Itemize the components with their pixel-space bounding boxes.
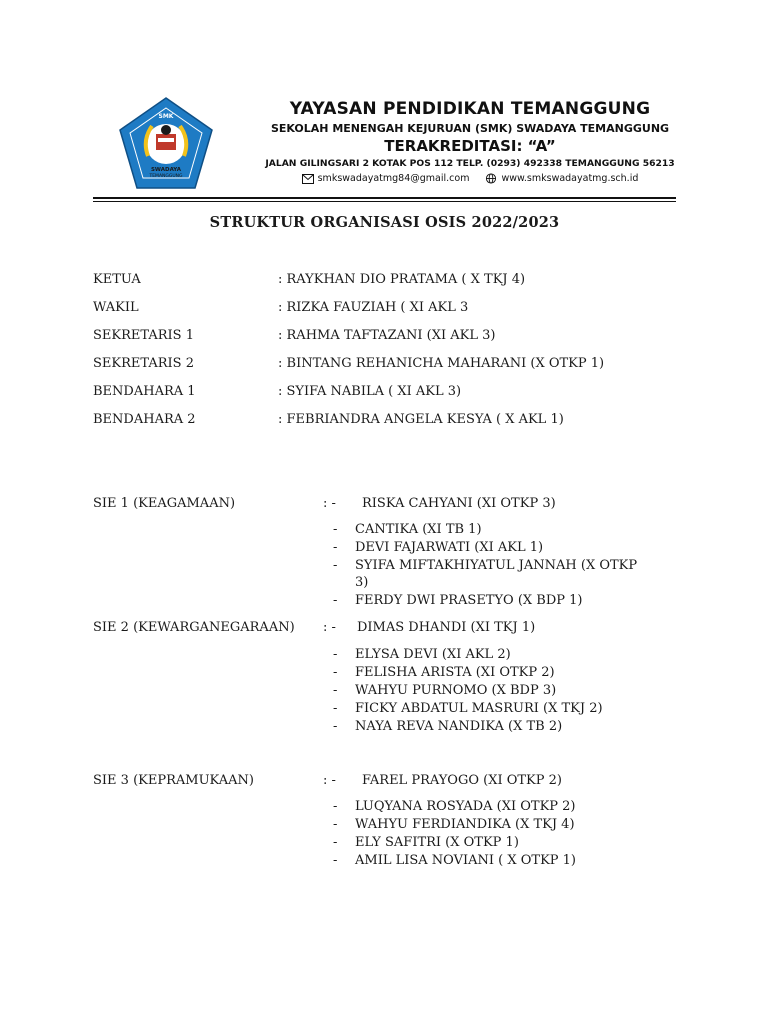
accreditation: TERAKREDITASI: “A”	[384, 137, 556, 155]
officer-role: SEKRETARIS 2	[93, 356, 194, 371]
logo-text: SMK	[158, 113, 174, 120]
officer-name: : RAHMA TAFTAZANI (XI AKL 3)	[278, 328, 496, 343]
document-title: STRUKTUR ORGANISASI OSIS 2022/2023	[209, 214, 560, 231]
email[interactable]: smkswadayatmg84@gmail.com	[317, 173, 470, 184]
sie-member: NAYA REVA NANDIKA (X TB 2)	[355, 719, 563, 734]
sie-member: LUQYANA ROSYADA (XI OTKP 2)	[355, 799, 576, 814]
sie-separator: : -	[323, 773, 336, 788]
school-logo	[118, 96, 214, 190]
sie-member: ELYSA DEVI (XI AKL 2)	[355, 647, 511, 662]
header-rule-thin	[93, 201, 676, 202]
sie-member: SYIFA MIFTAKHIYATUL JANNAH (X OTKP	[355, 558, 638, 573]
officer-role: KETUA	[93, 272, 141, 287]
list-dash: -	[333, 817, 338, 832]
sie-member-continuation: 3)	[355, 575, 369, 590]
officer-name: : SYIFA NABILA ( XI AKL 3)	[278, 384, 462, 399]
sie-coordinator: RISKA CAHYANI (XI OTKP 3)	[362, 496, 556, 511]
sie-member: AMIL LISA NOVIANI ( X OTKP 1)	[355, 853, 577, 868]
school-name: SEKOLAH MENENGAH KEJURUAN (SMK) SWADAYA TEMANGGUNG	[270, 122, 670, 135]
list-dash: -	[333, 558, 338, 573]
sie-member: CANTIKA (XI TB 1)	[355, 522, 482, 537]
sie-label: SIE 1 (KEAGAMAAN)	[93, 496, 236, 511]
list-dash: -	[333, 540, 338, 555]
officer-role: BENDAHARA 1	[93, 384, 196, 399]
officer-name: : RAYKHAN DIO PRATAMA ( X TKJ 4)	[278, 272, 526, 287]
sie-member: WAHYU FERDIANDIKA (X TKJ 4)	[355, 817, 575, 832]
sie-member: DEVI FAJARWATI (XI AKL 1)	[355, 540, 544, 555]
mail-icon	[302, 174, 314, 184]
officer-role: BENDAHARA 2	[93, 412, 196, 427]
logo-caption-1: SWADAYA	[150, 167, 182, 173]
list-dash: -	[333, 593, 338, 608]
org-name: YAYASAN PENDIDIKAN TEMANGGUNG	[289, 99, 651, 119]
logo-caption-2: TEMANGGUNG	[149, 174, 183, 179]
list-dash: -	[333, 683, 338, 698]
sie-separator: : -	[323, 620, 336, 635]
list-dash: -	[333, 835, 338, 850]
header-rule-thick	[93, 197, 676, 199]
sie-member: ELY SAFITRI (X OTKP 1)	[355, 835, 519, 850]
sie-member: WAHYU PURNOMO (X BDP 3)	[355, 683, 557, 698]
list-dash: -	[333, 719, 338, 734]
list-dash: -	[333, 647, 338, 662]
sie-member: FERDY DWI PRASETYO (X BDP 1)	[355, 593, 583, 608]
list-dash: -	[333, 799, 338, 814]
list-dash: -	[333, 853, 338, 868]
sie-coordinator: DIMAS DHANDI (XI TKJ 1)	[357, 620, 536, 635]
sie-member: FELISHA ARISTA (XI OTKP 2)	[355, 665, 555, 680]
officer-role: WAKIL	[93, 300, 139, 315]
website[interactable]: www.smkswadayatmg.sch.id	[501, 173, 639, 184]
list-dash: -	[333, 701, 338, 716]
officer-name: : RIZKA FAUZIAH ( XI AKL 3	[278, 300, 469, 315]
address: JALAN GILINGSARI 2 KOTAK POS 112 TELP. (0293) 492338 TEMANGGUNG 56213	[265, 158, 675, 169]
sie-label: SIE 3 (KEPRAMUKAAN)	[93, 773, 254, 788]
list-dash: -	[333, 522, 338, 537]
list-dash: -	[333, 665, 338, 680]
sie-member: FICKY ABDATUL MASRURI (X TKJ 2)	[355, 701, 603, 716]
sie-separator: : -	[323, 496, 336, 511]
globe-icon	[485, 173, 497, 184]
officer-role: SEKRETARIS 1	[93, 328, 194, 343]
contact-line	[250, 173, 690, 184]
sie-coordinator: FAREL PRAYOGO (XI OTKP 2)	[362, 773, 562, 788]
officer-name: : BINTANG REHANICHA MAHARANI (X OTKP 1)	[278, 356, 605, 371]
officer-name: : FEBRIANDRA ANGELA KESYA ( X AKL 1)	[278, 412, 564, 427]
sie-label: SIE 2 (KEWARGANEGARAAN)	[93, 620, 295, 635]
